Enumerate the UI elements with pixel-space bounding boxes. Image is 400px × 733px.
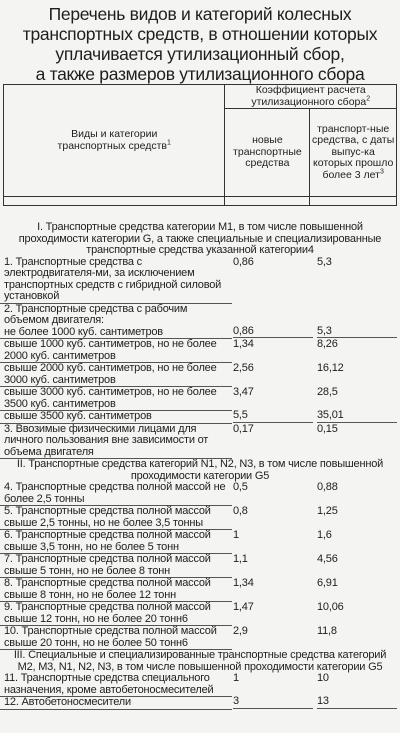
header-spacer <box>4 197 225 206</box>
section-1-rows <box>0 257 400 460</box>
table-row <box>0 339 400 363</box>
section-3-rows <box>0 673 400 710</box>
row-name: 9. Транспортные средства полной массой свыше 12 тонн, но не более 20 тонн6 <box>0 602 232 626</box>
coef-new-value: 0,86 <box>233 255 254 268</box>
header-kinds-line1: Виды и категории <box>71 128 158 140</box>
coef-new-value: 2,9 <box>233 625 248 637</box>
coef-new-value: 3 <box>233 696 313 709</box>
coef-old-value: 5,3 <box>317 255 332 268</box>
coef-old-value: 1,6 <box>317 529 332 541</box>
coef-old-value: 35,01 <box>317 410 397 423</box>
table-row <box>0 530 400 554</box>
coef-new-value: 0,8 <box>233 505 248 517</box>
table-row <box>0 602 400 626</box>
coef-new-value: 1 <box>233 672 239 684</box>
table-row <box>0 424 400 460</box>
row-name: 7. Транспортные средства полной массой свыше 5 тонн, но не более 8 тонн <box>0 554 232 578</box>
row-name: 2. Транспортные средства с рабочим объемом двигателя: <box>4 302 188 326</box>
coef-new-value: 1,34 <box>233 338 254 350</box>
coef-old-value: 4,56 <box>317 553 338 565</box>
table-row <box>0 304 400 327</box>
row-name: 6. Транспортные средства полной массой свыше 3,5 тонн, но не более 5 тонн <box>0 530 232 554</box>
title-line: а также размеров утилизационного сбора <box>35 64 365 84</box>
coef-old-value: 0,15 <box>317 422 338 435</box>
header-coefficient <box>225 85 397 109</box>
row-name: не более 1000 куб. сантиметров <box>0 327 232 340</box>
coef-old-value: 5,3 <box>317 326 397 339</box>
table-row <box>0 673 400 697</box>
row-name: 3. Ввозимые физическими лицами для личного пользования вне зависимости от объема двигателя <box>0 424 232 460</box>
row-name: свыше 1000 куб. сантиметров, но не более 2000 куб. сантиметров <box>0 339 232 363</box>
section-2-heading: II. Транспортные средства категорий N1, N2, N3, в том числе повышенной проходимости категории G5 <box>16 458 384 482</box>
header-new-text: новые транспортные средства <box>233 134 302 170</box>
coef-new-value: 1 <box>233 529 239 541</box>
row-name: 10. Транспортные средства полной массой свыше 20 тонн, но не более 50 тонн6 <box>0 626 232 650</box>
row-name: 8. Транспортные средства полной массой свыше 8 тонн, но не более 12 тонн <box>0 578 232 602</box>
header-old-text: транспорт-ные средства, с даты выпус-ка которых прошло более 3 лет <box>312 122 395 181</box>
section-1-heading: I. Транспортные средства категории M1, в том числе повышенной проходимости категории G, а также специальные и специализированные транспортные средства указанной категории4 <box>18 221 382 256</box>
header-spacer <box>225 197 310 206</box>
coef-old-value: 13 <box>317 696 397 709</box>
row-name: свыше 2000 куб. сантиметров, но не более 3000 куб. сантиметров <box>0 363 232 387</box>
row-name: 1. Транспортные средства с электродвигателя-ми, за исключением транспортных средств с гибридной силовой установкой <box>0 257 232 304</box>
coef-old-value: 10 <box>317 672 329 684</box>
table-row <box>0 554 400 578</box>
header-kinds-line2: транспортных средств <box>57 139 168 152</box>
table-row <box>0 578 400 602</box>
footnote-mark: 1 <box>167 139 171 146</box>
header-coef-line1: Коэффициент расчета <box>255 84 366 96</box>
row-name: 4. Транспортные средства полной массой не более 2,5 тонны <box>0 482 232 506</box>
header-spacer <box>310 197 397 206</box>
row-name: 5. Транспортные средства полной массой свыше 2,5 тонны, но не более 3,5 тонны <box>0 506 232 530</box>
coef-new-value: 1,47 <box>233 601 254 613</box>
coef-old-value: 28,5 <box>317 386 338 398</box>
section-3-heading: III. Специальные и специализированные транспортные средства категорий M2, M3, N1, N2, N3, в том числе повышенной проходимости категории G5 <box>13 649 387 673</box>
table-row <box>0 506 400 530</box>
coef-old-value: 6,91 <box>317 577 338 589</box>
row-name: 11. Транспортные средства специального назначения, кроме автобетоносмесителей <box>0 673 232 697</box>
table-row <box>0 411 400 424</box>
table-header <box>3 84 397 206</box>
coef-old-value: 10,06 <box>317 601 344 613</box>
row-name: свыше 3000 куб. сантиметров, но не более 3500 куб. сантиметров <box>0 387 232 411</box>
coef-new-value: 0,17 <box>233 422 254 435</box>
coef-new-value: 1,1 <box>233 553 248 565</box>
table-row <box>0 387 400 411</box>
header-new-vehicles <box>225 109 310 197</box>
coef-new-value: 1,34 <box>233 577 254 589</box>
table-row <box>0 626 400 650</box>
row-name: 12. Автобетоносмесители <box>0 697 232 710</box>
header-kinds <box>4 85 225 197</box>
coef-new-value: 0,5 <box>233 481 248 493</box>
title-line: уплачивается утилизационный сбор, <box>55 44 345 64</box>
coef-new-value: 2,56 <box>233 362 254 374</box>
table-row <box>0 697 400 710</box>
header-old-vehicles <box>310 109 397 197</box>
table-row <box>0 482 400 506</box>
coef-new-value: 0,86 <box>233 326 313 339</box>
section-2-rows <box>0 482 400 650</box>
table-row <box>0 257 400 304</box>
coef-old-value: 8,26 <box>317 338 338 350</box>
coef-old-value: 1,25 <box>317 505 338 517</box>
coef-old-value: 16,12 <box>317 362 344 374</box>
title-line: Перечень видов и категорий колесных <box>48 4 352 24</box>
row-name: свыше 3500 куб. сантиметров <box>0 411 232 424</box>
page-title <box>0 0 400 84</box>
coef-new-value: 5,5 <box>233 410 313 423</box>
table-row <box>0 363 400 387</box>
title-line: транспортных средств, в отношении которых <box>22 24 378 44</box>
coef-old-value: 0,88 <box>317 481 338 493</box>
footnote-mark: 3 <box>379 168 384 176</box>
coef-new-value: 3,47 <box>233 386 254 398</box>
header-coef-line2: утилизационного сбора <box>251 95 367 108</box>
footnote-mark: 2 <box>366 95 371 102</box>
coef-old-value: 11,8 <box>317 625 337 637</box>
